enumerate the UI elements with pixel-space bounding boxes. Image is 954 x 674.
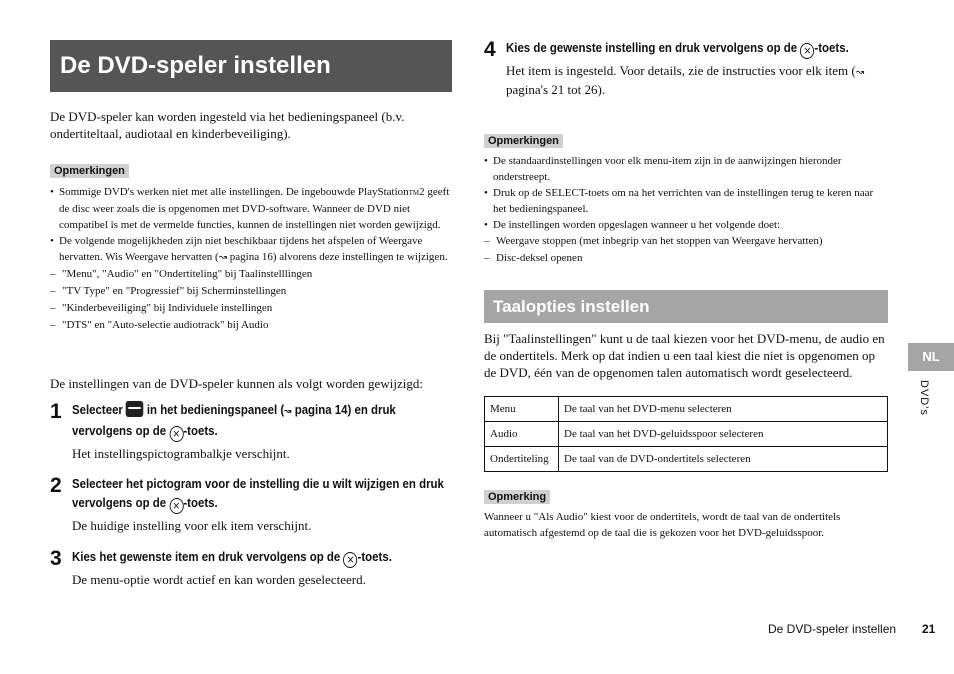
step-instruction: Kies het gewenste item en druk vervolgens op de × -toets. [72,549,392,566]
note-item: • De standaardinstellingen voor elk menu-item zijn in de aanwijzingen hieronder onderstreept. [484,153,888,185]
page-ref-arrow-icon: ↝ [218,252,228,263]
step-4 [484,38,888,98]
page-ref-arrow-icon: ↝ [284,406,292,417]
table-key: Audio [485,422,559,447]
cross-button-icon: × [169,498,183,514]
notes-label: Opmerkingen [50,164,129,178]
toolbox-icon [126,401,144,417]
note-right [484,487,888,541]
step-description: De menu-optie wordt actief en kan worden geselecteerd. [72,572,366,587]
step-1 [50,400,452,462]
note-label: Opmerking [484,490,550,504]
step-description: Het instellingspictogrambalkje verschijnt. [72,446,290,461]
table-row [485,447,888,472]
step-number: 4 [484,38,496,61]
step-description: Het item is ingesteld. Voor details, zie de instructies voor elk item (↝ pagina's 21 tot 26). [506,63,865,97]
table-key: Menu [485,397,559,422]
section-title: Taalopties instellen [484,290,888,323]
page-number: 21 [922,622,936,636]
step-instruction: Selecteer in het bedieningspaneel (↝ pagina 14) en druk vervolgens op de × -toets. [72,402,396,440]
note-text: Wanneer u "Als Audio" kiest voor de ondertitels, wordt de taal van de ondertitels automatisch afgestemd op de taal die is gekozen voor het DVD-geluidsspoor. [484,511,841,539]
note-item: • De instellingen worden opgeslagen wanneer u het volgende doet: [484,217,888,233]
page-title: De DVD-speler instellen [50,40,452,92]
table-key: Ondertiteling [485,447,559,472]
language-tab: NL [908,343,954,371]
note-dash: – "DTS" en "Auto-selectie audiotrack" bij Audio [50,317,452,334]
step-instruction: Selecteer het pictogram voor de instelling die u wilt wijzigen en druk vervolgens op de × -toets. [72,476,444,512]
intro-text: De DVD-speler kan worden ingesteld via het bedieningspaneel (b.v. ondertiteltaal, audiotaal en kinderbeveiliging). [50,109,405,141]
step-number: 1 [50,400,62,423]
step-2 [50,474,452,534]
notes-label: Opmerkingen [484,134,563,148]
note-dash: – "TV Type" en "Progressief" bij Scherminstellingen [50,283,452,300]
table-row [485,397,888,422]
step-3 [50,547,452,588]
notes-right [484,131,888,267]
note-dash: – "Menu", "Audio" en "Ondertiteling" bij Taalinstelllingen [50,266,452,283]
section-side-label: DVD's [918,380,930,416]
step-number: 3 [50,547,62,570]
table-row [485,422,888,447]
cross-button-icon: × [343,552,357,568]
note-dash: – "Kinderbeveiliging" bij Individuele instellingen [50,300,452,317]
notes-left [50,161,452,334]
note-item: • De volgende mogelijkheden zijn niet beschikbaar tijdens het afspelen of Weergave hervatten. Wis Weergave hervatten (↝ pagina 16) alvorens deze instellingen te wijzigen. [50,233,452,266]
lead-text: De instellingen van de DVD-speler kunnen als volgt worden gewijzigd: [50,376,423,391]
page-ref-arrow-icon: ↝ [855,67,865,78]
note-item: • Druk op de SELECT-toets om na het verrichten van de instellingen terug te keren naar het bedieningspaneel. [484,185,888,217]
step-number: 2 [50,474,62,497]
table-value: De taal van het DVD-menu selecteren [559,397,888,422]
note-item: • Sommige DVD's werken niet met alle instellingen. De ingebouwde PlayStationTM2 geeft de disc weer zoals die is opgenomen met DVD-software. Wanneer de DVD niet compatibel is met de vermelde functies, kunnen de instellingen niet worden gewijzigd. [50,184,452,233]
cross-button-icon: × [800,43,814,59]
note-dash: – Disc-deksel openen [484,250,888,267]
cross-button-icon: × [169,426,183,442]
section-body: Bij "Taalinstellingen" kunt u de taal kiezen voor het DVD-menu, de audio en de ondertitels. Merk op dat indien u een taal kiest die niet is opgenomen op de DVD, één van de opgenomen talen automatisch wordt geselecteerd. [484,331,885,380]
step-instruction: Kies de gewenste instelling en druk vervolgens op de × -toets. [506,40,849,57]
step-description: De huidige instelling voor elk item verschijnt. [72,518,312,533]
note-dash: – Weergave stoppen (met inbegrip van het stoppen van Weergave hervatten) [484,233,888,250]
footer-title: De DVD-speler instellen [768,622,897,636]
table-value: De taal van het DVD-geluidsspoor selecteren [559,422,888,447]
language-options-table [484,396,888,472]
table-value: De taal van de DVD-ondertitels selecteren [559,447,888,472]
